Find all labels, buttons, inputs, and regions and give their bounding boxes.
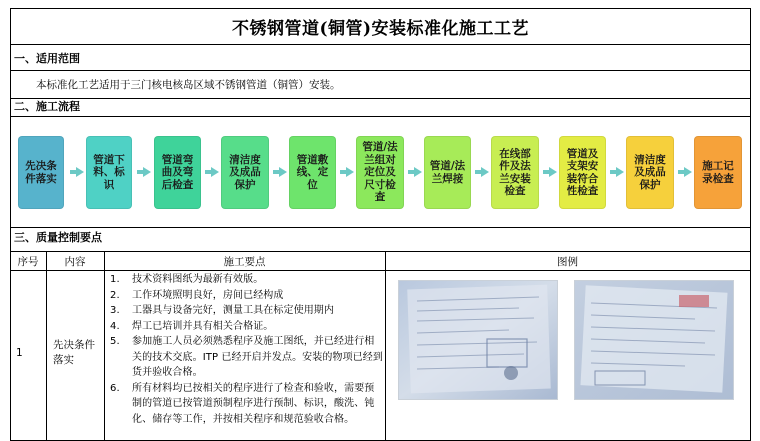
col-header-seq: 序号 [17, 256, 39, 268]
col-divider-seq [46, 251, 47, 441]
header-row-divider [10, 270, 751, 271]
col-divider-points [385, 251, 386, 441]
list-item: 2. 工作环境照明良好，房间已经构成 [110, 289, 284, 301]
row-content: 先决条件落实 [53, 339, 95, 366]
row-seq: 1 [16, 347, 23, 359]
flow-arrow-icon [616, 167, 624, 177]
flow-step-4: 清洁度及成品保护 [221, 136, 269, 209]
document-title: 不锈钢管道(铜管)安装标准化施工工艺 [231, 18, 530, 39]
list-item: 5. 参加施工人员必须熟悉程序及施工图纸，并已经进行相关的技术交底。ITP 已经开启并发点。安装的物项已经到货并验收合格。 [110, 336, 383, 378]
flow-arrow-icon [346, 167, 354, 177]
flow-arrow-icon [481, 167, 489, 177]
scope-divider [10, 70, 751, 71]
title-divider [10, 44, 751, 45]
flow-step-8: 在线部件及法兰安装检查 [491, 136, 539, 209]
flow-step-5: 管道敷线、定位 [289, 136, 336, 209]
process-flow [10, 117, 751, 227]
flow-heading: 二、施工流程 [14, 100, 80, 113]
quality-heading: 三、质量控制要点 [14, 231, 102, 244]
col-header-content: 内容 [64, 256, 86, 268]
col-header-figure: 图例 [557, 256, 578, 268]
scope-bottom-divider [10, 98, 751, 99]
flow-step-9: 管道及支架安装符合性检查 [559, 136, 606, 209]
flow-step-11: 施工记录检查 [694, 136, 742, 209]
quality-divider [10, 251, 751, 252]
flow-step-7: 管道/法兰焊接 [424, 136, 471, 209]
flow-arrow-icon [549, 167, 557, 177]
flow-arrow-icon [143, 167, 151, 177]
col-header-points: 施工要点 [223, 256, 266, 268]
flow-bottom-divider [10, 227, 751, 228]
col-divider-content [104, 251, 105, 441]
flow-step-3: 管道弯曲及弯后检查 [154, 136, 201, 209]
flow-arrow-icon [211, 167, 219, 177]
scope-text: 本标准化工艺适用于三门核电核岛区域不锈钢管道（铜管）安装。 [36, 79, 341, 91]
list-item: 1. 技术资料图纸为最新有效版。 [110, 274, 264, 285]
flow-arrow-icon [76, 167, 84, 177]
flow-step-10: 清洁度及成品保护 [626, 136, 674, 209]
scope-heading: 一、适用范围 [14, 52, 80, 65]
document-photo-2 [574, 280, 734, 400]
list-item: 6. 所有材料均已按相关的程序进行了检查和验收，需要预制的管道已按管道预制程序进行预制、标识，酸洗、钝化、储存等工作，并按相关程序和规范验收合格。 [110, 382, 375, 425]
document-photo-1 [398, 280, 558, 400]
flow-arrow-icon [414, 167, 422, 177]
list-item: 4. 焊工已培训并具有相关合格证。 [110, 320, 274, 332]
flow-arrow-icon [684, 167, 692, 177]
list-item: 3. 工器具与设备完好，测量工具在标定使用期内 [110, 305, 334, 316]
flow-step-6: 管道/法兰组对定位及尺寸检查 [356, 136, 404, 209]
flow-step-2: 管道下料、标识 [86, 136, 132, 209]
construction-points-list [110, 272, 384, 427]
flow-arrow-icon [279, 167, 287, 177]
flow-step-1: 先决条件落实 [18, 136, 64, 209]
